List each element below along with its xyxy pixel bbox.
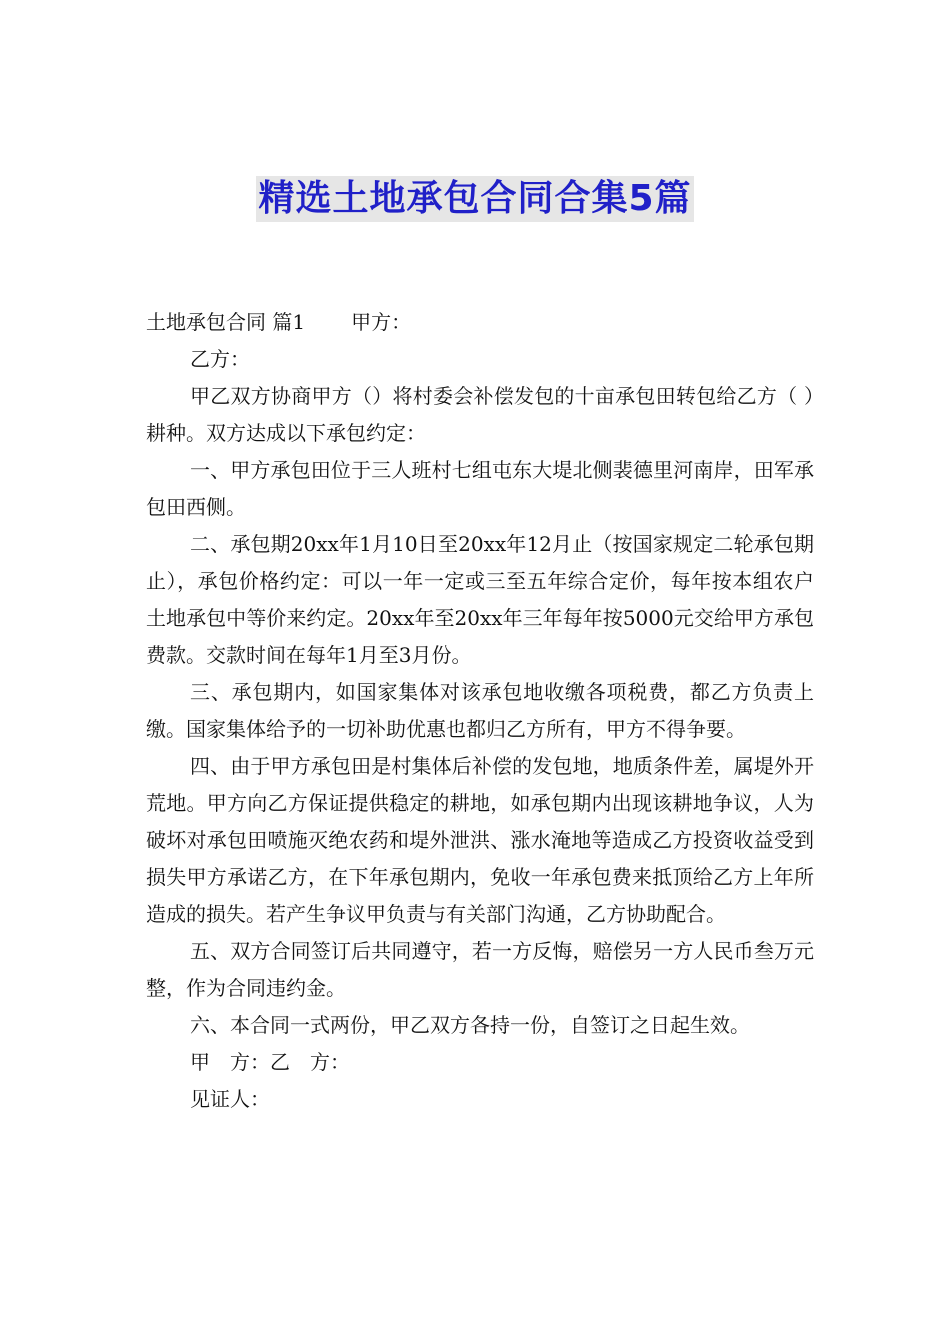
document-title: 精选土地承包合同合集5篇 <box>256 176 693 222</box>
paragraph-intro: 甲乙双方协商甲方（）将村委会补偿发包的十亩承包田转包给乙方（ ）耕种。双方达成以下承包约定： <box>146 384 814 445</box>
clause-6: 六、本合同一式两份，甲乙双方各持一份，自签订之日起生效。 <box>190 1013 750 1037</box>
section-heading: 土地承包合同 篇1 <box>146 310 306 334</box>
clause-5: 五、双方合同签订后共同遵守，若一方反悔，赔偿另一方人民币叁万元整，作为合同违约金。 <box>146 939 814 1000</box>
clause-4: 四、由于甲方承包田是村集体后补偿的发包地，地质条件差，属堤外开荒地。甲方向乙方保证提供稳定的耕地，如承包期内出现该耕地争议，人为破坏对承包田喷施灭绝农药和堤外泄洪、涨水淹地等造成乙方投资收益受到损失甲方承诺乙方，在下年承包期内，免收一年承包费来抵顶给乙方上年所造成的损失。若产生争议甲负责与有关部门沟通，乙方协助配合。 <box>146 754 814 926</box>
clause-2: 二、承包期20xx年1月10日至20xx年12月止（按国家规定二轮承包期止），承包价格约定：可以一年一定或三至五年综合定价，每年按本组农户土地承包中等价来约定。20xx年至20xx年三年每年按5000元交给甲方承包费款。交款时间在每年1月至3月份。 <box>146 532 814 667</box>
clause-3: 三、承包期内，如国家集体对该承包地收缴各项税费，都乙方负责上缴。国家集体给予的一切补助优惠也都归乙方所有，甲方不得争要。 <box>146 680 814 741</box>
party-a-label: 甲方： <box>351 310 412 334</box>
party-b-label: 乙方： <box>190 347 250 371</box>
document-body <box>146 304 814 1118</box>
witness-label: 见证人： <box>190 1087 270 1111</box>
title-container <box>0 176 950 222</box>
section-heading-line <box>146 304 814 341</box>
clause-1: 一、甲方承包田位于三人班村七组屯东大堤北侧裴德里河南岸，田军承包田西侧。 <box>146 458 814 519</box>
signature-parties: 甲 方：乙 方： <box>190 1050 350 1074</box>
